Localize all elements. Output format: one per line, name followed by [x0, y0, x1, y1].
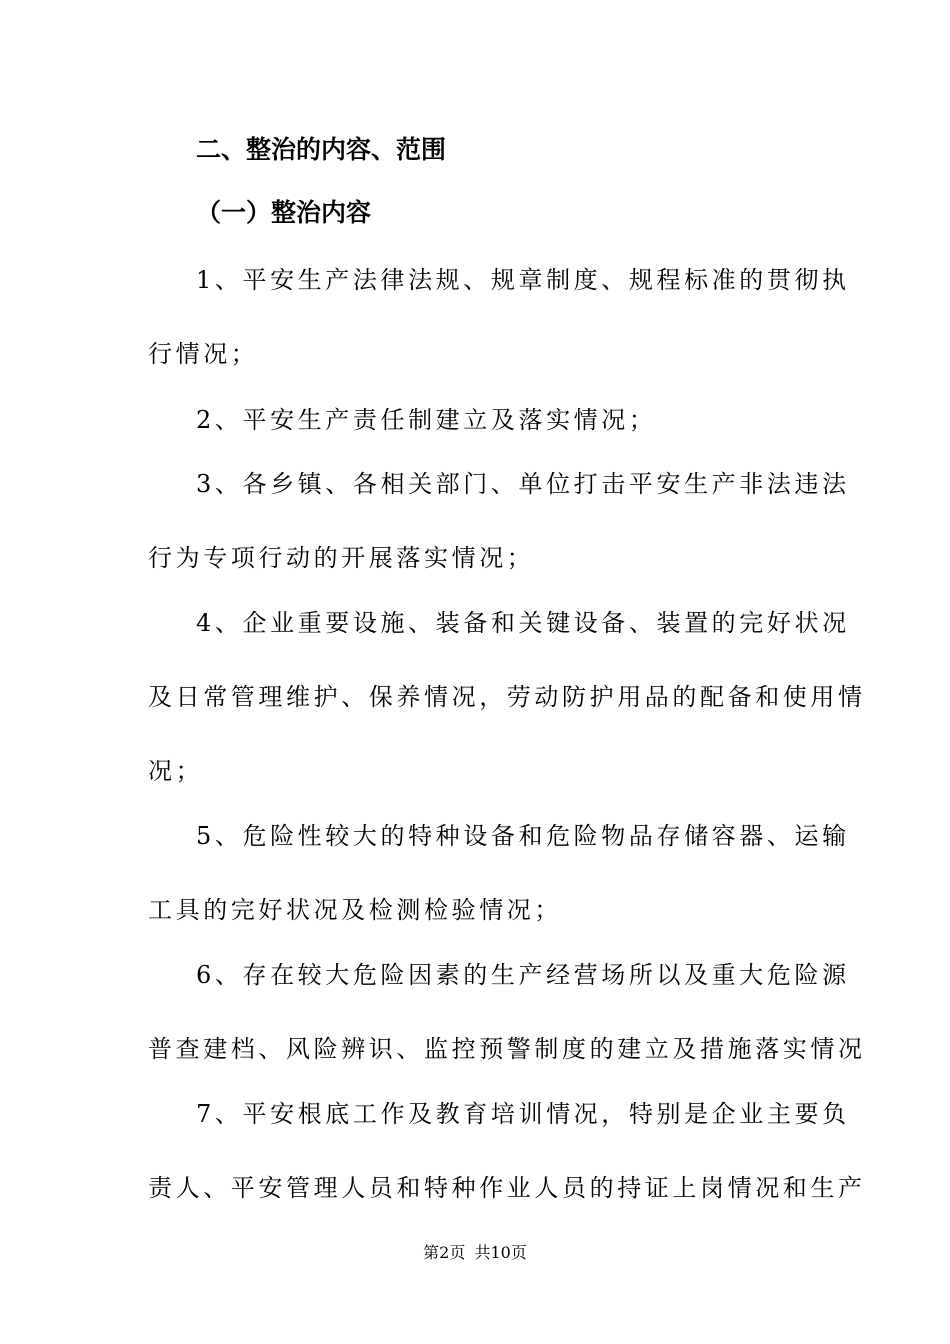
paragraph-line: 责人、平安管理人员和特种作业人员的持证上岗情况和生产 [148, 1174, 866, 1202]
paragraph-line: 1、平安生产法律法规、规章制度、规程标准的贯彻执 [196, 266, 850, 294]
paragraph-line: 普查建档、风险辨识、监控预警制度的建立及措施落实情况 [148, 1035, 866, 1063]
paragraph-line: 况； [148, 757, 204, 785]
paragraph-line: 行为专项行动的开展落实情况； [148, 544, 535, 572]
paragraph-line: 工具的完好状况及检测检验情况； [148, 896, 562, 924]
subsection-heading: （一）整治内容 [196, 198, 372, 227]
paragraph-line: 7、平安根底工作及教育培训情况，特别是企业主要负 [196, 1100, 850, 1128]
section-heading: 二、整治的内容、范围 [196, 135, 447, 164]
paragraph-line: 4、企业重要设施、装备和关键设备、装置的完好状况 [196, 609, 850, 637]
total-pages: 共10页 [474, 1243, 527, 1262]
paragraph-line: 5、危险性较大的特种设备和危险物品存储容器、运输 [196, 822, 850, 850]
paragraph-line: 2、平安生产责任制建立及落实情况； [196, 406, 657, 434]
current-page-number: 第2页 [423, 1243, 466, 1262]
paragraph-line: 6、存在较大危险因素的生产经营场所以及重大危险源 [196, 961, 850, 989]
page-footer [0, 1242, 950, 1264]
paragraph-line: 行情况； [148, 340, 259, 368]
paragraph-line: 及日常管理维护、保养情况，劳动防护用品的配备和使用情 [148, 683, 866, 711]
paragraph-line: 3、各乡镇、各相关部门、单位打击平安生产非法违法 [196, 470, 850, 498]
